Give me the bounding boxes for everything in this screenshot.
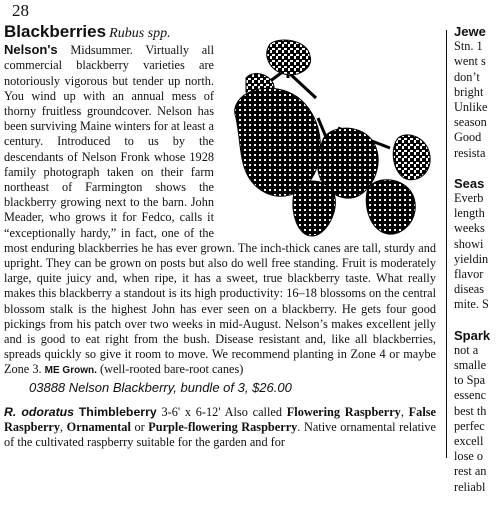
right-line: best th: [454, 403, 487, 418]
right-block-3: [454, 328, 500, 495]
right-line: Unlike: [454, 100, 488, 115]
odoratus-name: Thimbleberry: [78, 404, 157, 419]
right-line: don’t: [454, 69, 480, 84]
right-line: yieldin: [454, 251, 489, 266]
alias-4: Purple-flowering Raspberry: [148, 420, 298, 435]
right-heading-3: Spark: [454, 327, 491, 343]
alias-or: or: [134, 420, 145, 435]
right-line: went s: [454, 54, 486, 69]
right-line: season: [454, 115, 487, 130]
page-number: 28: [12, 1, 29, 20]
odoratus-latin: R. odoratus: [4, 404, 75, 419]
right-line: resista: [454, 145, 486, 160]
blackberry-illustration-icon: [218, 38, 434, 238]
right-line: Everb: [454, 191, 484, 206]
odoratus-description: R. odoratus Thimbleberry 3-6' x 6-12' Also called Flowering Raspberry, False Raspberry, Ornamental or Purple-flowering Raspberry. Native ornamental relative of the cultivated raspberry suitable for the garden and for: [4, 404, 437, 450]
product-listing-nelson[interactable]: 03888 Nelson Blackberry, bundle of 3, $26.00: [29, 379, 292, 395]
odoratus-size: 3-6' x 6-12': [161, 404, 221, 419]
right-heading-1: Jewe: [454, 24, 486, 39]
right-line: smalle: [454, 358, 487, 373]
right-line: Good: [454, 130, 482, 145]
odoratus-intro: Also called: [224, 404, 282, 419]
right-line: excell: [454, 434, 484, 449]
right-line: length: [454, 206, 485, 221]
right-block-1: [454, 24, 500, 161]
right-line: lose o: [454, 449, 484, 464]
variety-name-nelson: Nelson's: [4, 42, 58, 58]
right-line: showi: [454, 236, 484, 251]
right-block-2: [454, 176, 500, 313]
odoratus-body: Native ornamental relative of the cultivated raspberry suitable for the garden and for: [4, 420, 437, 450]
right-line: flavor: [454, 267, 484, 282]
right-line: mite. S: [454, 297, 489, 312]
right-line: diseas: [454, 282, 485, 297]
nelson-body: Midsummer. Virtually all commercial blackberry varieties are notoriously vigorous but tender up north. You wind up with an annual mess of thorny fruitless groundcover. Nelson has been surviving Maine winters for at least a century. Introduced to us by the descendants of Nelson Fronk whose 1928 family photograph taken on their farm northeast of Farmington shows the blackberry growing next to the barn. John Meader, who grows it for Fedco, calls it “exceptionally hardy,” in fact, one of the most enduring blackberries he has ever grown. The inch-thick canes are tall, sturdy and upright. They can be grown on posts but also do well free standing. Fruit is moderately large, quite juicy and, when ripe, it has a sweet, true blackberry taste. What really makes this blackberry a standout is its high productivity: 16–18 blossoms on the central blossom stalk is the highest John has ever seen on a blackberry. He gets four good pickings from his patch over two weeks in mid-August. Nelson’s makes excellent jelly and is good to eat right from the bush. Disease resistant and, like all blackberries, spreads quickly so give it room to move. We recommend planting in Zone 4 or maybe Zone 3.: [4, 43, 436, 377]
right-line: perfec: [454, 418, 485, 433]
right-line: reliabl: [454, 479, 486, 494]
right-line: essenc: [454, 388, 487, 403]
right-line: not a: [454, 342, 479, 357]
right-line: rest an: [454, 464, 487, 479]
right-line: to Spa: [454, 373, 486, 388]
alias-2: False Raspberry: [4, 404, 436, 435]
main-column: [4, 24, 436, 450]
stock-note: (well-rooted bare-root canes): [99, 362, 244, 377]
right-line: weeks: [454, 221, 485, 236]
right-heading-2: Seas: [454, 175, 485, 191]
section-latin-name: Rubus spp.: [109, 26, 171, 41]
column-divider: [446, 30, 447, 458]
right-line: Stn. 1: [454, 39, 483, 54]
right-line: bright: [454, 84, 484, 99]
alias-3: Ornamental: [66, 420, 131, 435]
origin-tag: ME Grown.: [44, 365, 97, 377]
alias-1: Flowering Raspberry: [286, 404, 401, 419]
right-column-fragment: [454, 24, 500, 510]
section-title: Blackberries: [4, 22, 107, 41]
